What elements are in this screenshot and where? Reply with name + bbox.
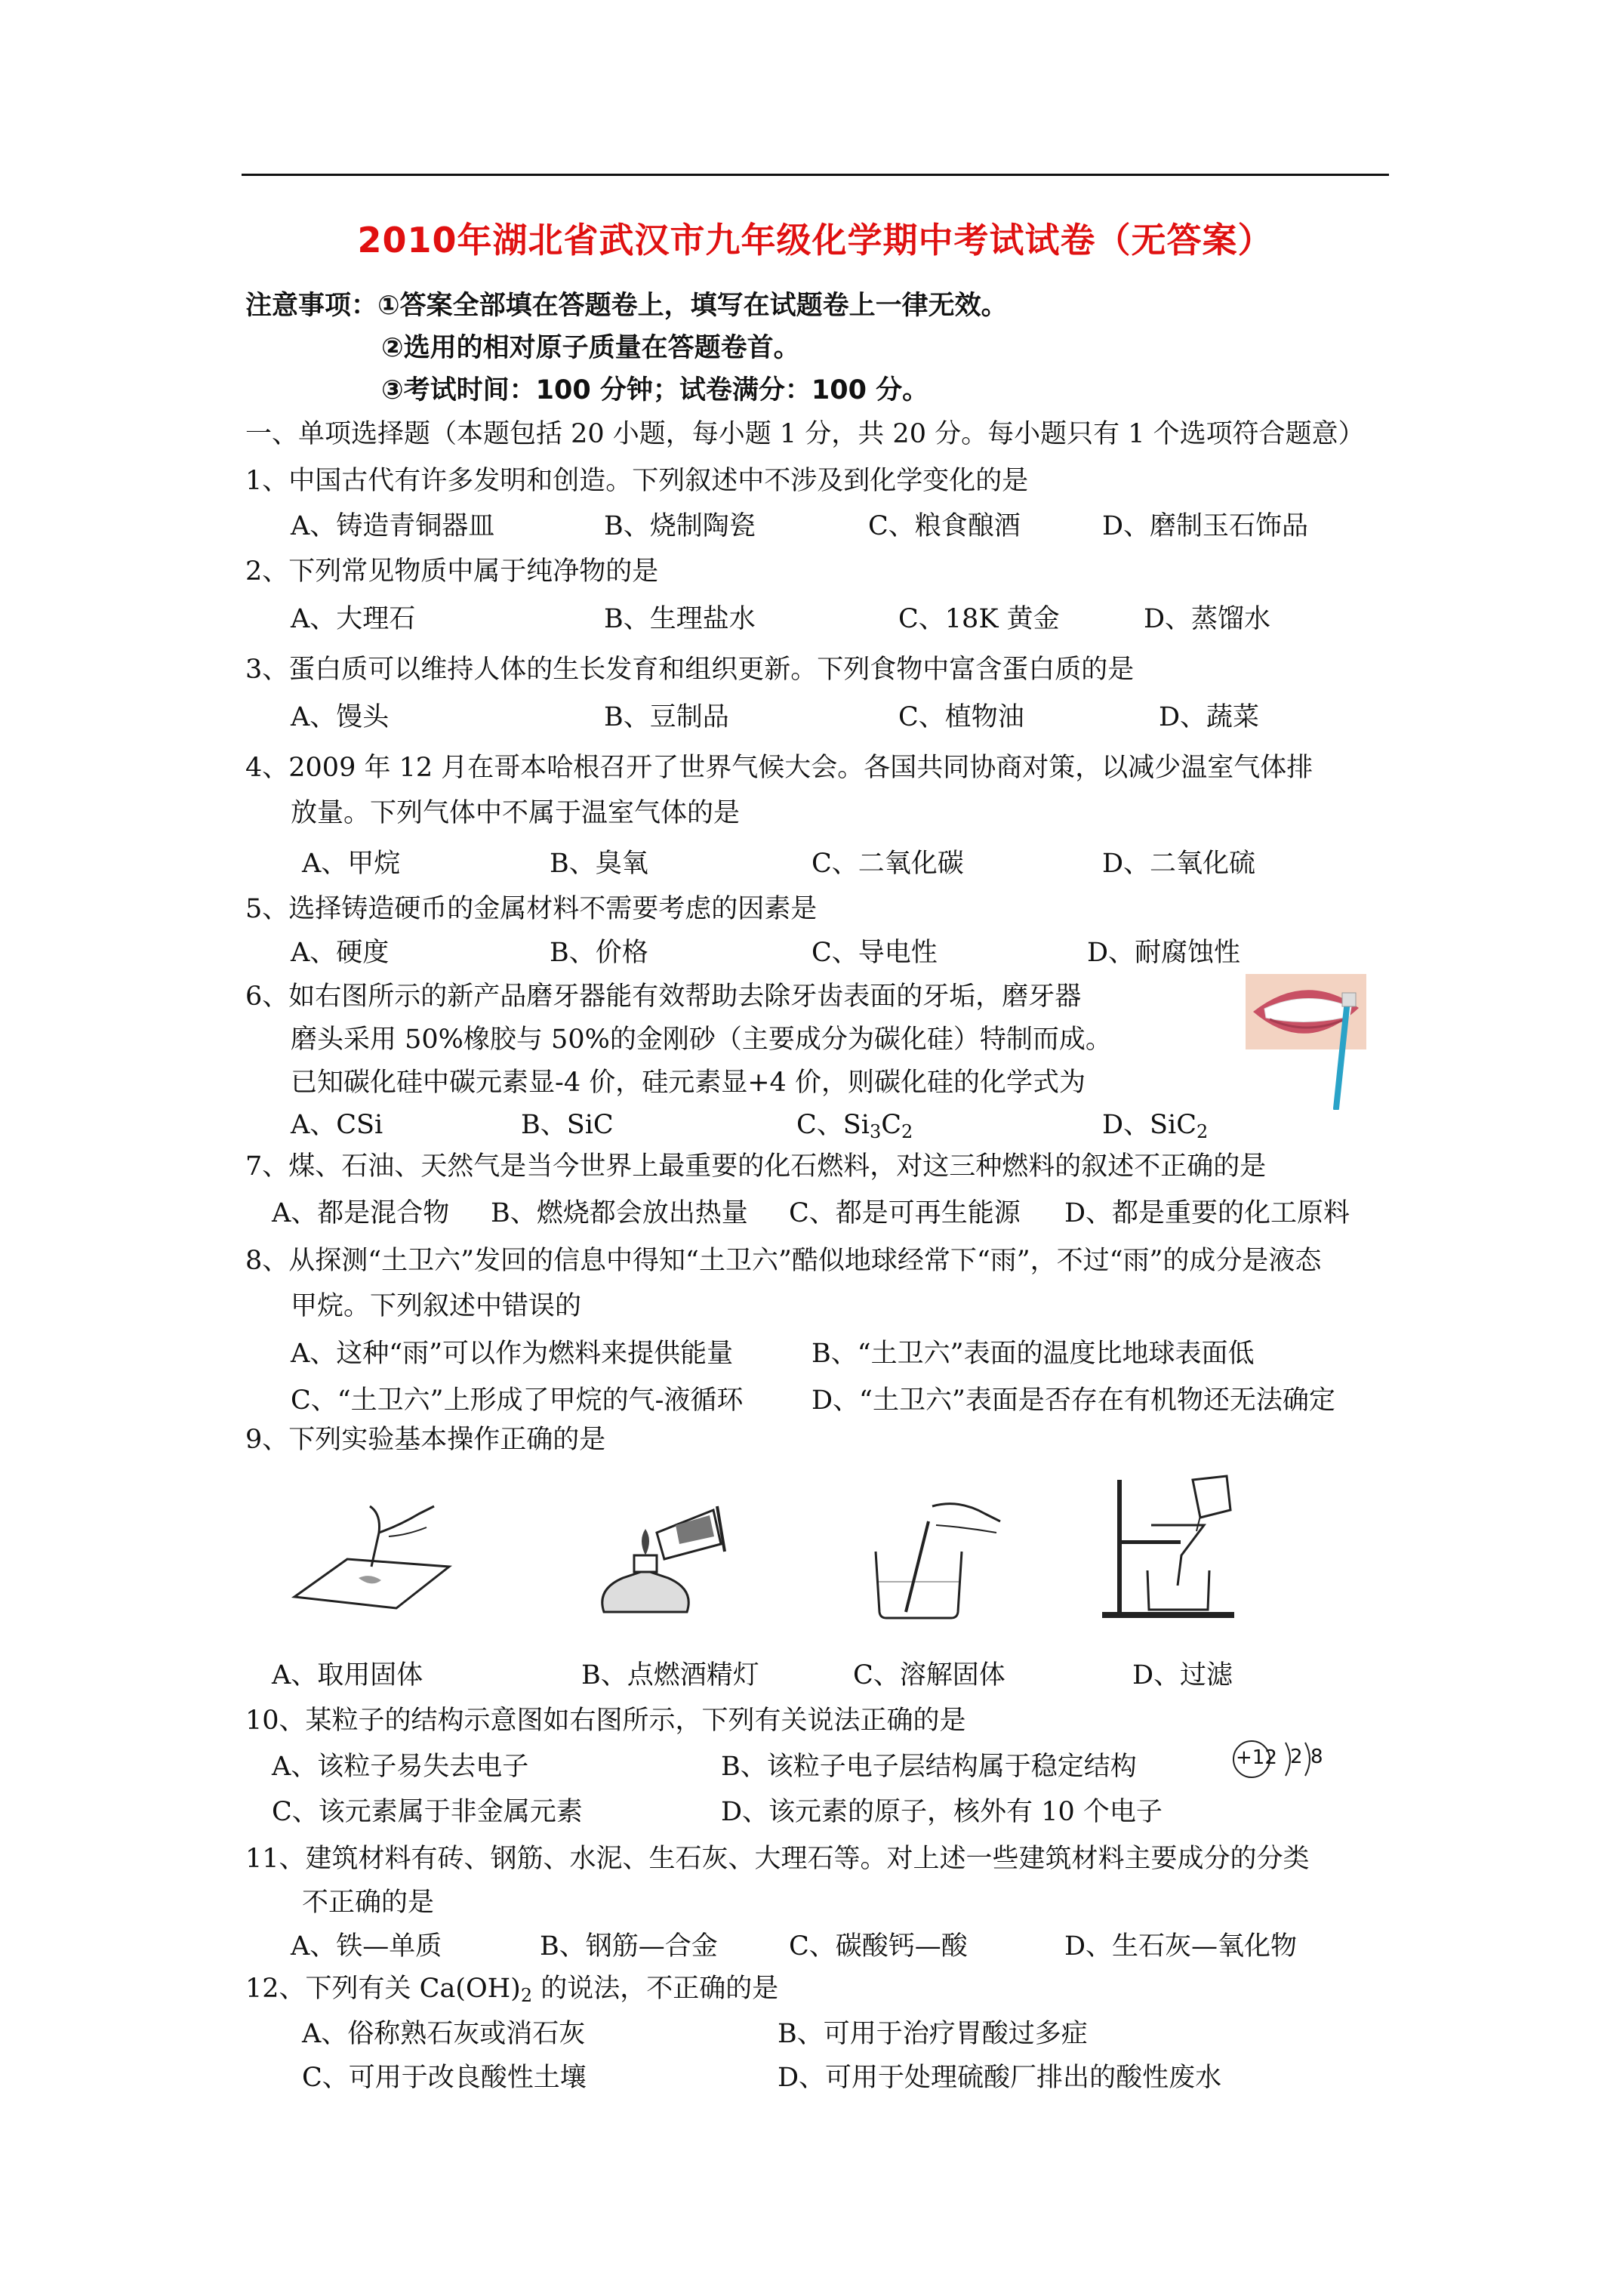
q10-option-b: B、该粒子电子层结构属于稳定结构 xyxy=(721,1752,1137,1782)
notes xyxy=(245,289,1008,322)
q6-stem-3: 已知碳化硅中碳元素显-4 价，硅元素显+4 价，则碳化硅的化学式为 xyxy=(291,1068,1086,1098)
q3-option-c: C、植物油 xyxy=(898,702,1024,732)
q11-option-a: A、铁—单质 xyxy=(291,1931,442,1962)
q2-option-c: C、18K 黄金 xyxy=(898,604,1060,634)
q6-option-c: C、$Si_3C_2$ xyxy=(796,1110,913,1142)
q4-option-a: A、甲烷 xyxy=(302,849,401,879)
q3-option-d: D、蔬菜 xyxy=(1159,702,1260,732)
q1-option-c: C、粮食酿酒 xyxy=(868,511,1021,541)
q3-stem: 3、蛋白质可以维持人体的生长发育和组织更新。下列食物中富含蛋白质的是 xyxy=(245,655,1135,685)
nucleus-charge: +12 xyxy=(1236,1746,1277,1769)
page-title: 2010年湖北省武汉市九年级化学期中考试试卷（无答案） xyxy=(357,220,1273,260)
q4-option-d: D、二氧化硫 xyxy=(1102,849,1256,879)
q4-stem-2: 放量。下列气体中不属于温室气体的是 xyxy=(291,798,741,828)
q4-stem-1: 4、2009 年 12 月在哥本哈根召开了世界气候大会。各国共同协商对策，以减少温室气体排 xyxy=(245,753,1313,783)
teeth-grinder-image xyxy=(1246,974,1366,1110)
q10-option-c: C、该元素属于非金属元素 xyxy=(272,1797,583,1827)
q9-option-b: B、点燃酒精灯 xyxy=(581,1660,759,1690)
q8-option-a: A、这种“雨”可以作为燃料来提供能量 xyxy=(291,1339,734,1369)
note-1: ①答案全部填在答题卷上，填写在试题卷上一律无效。 xyxy=(377,291,1008,321)
q9-stem: 9、下列实验基本操作正确的是 xyxy=(245,1425,606,1455)
q2-option-b: B、生理盐水 xyxy=(604,604,756,634)
filtration-figure xyxy=(1095,1472,1246,1623)
q10-stem: 10、某粒子的结构示意图如右图所示，下列有关说法正确的是 xyxy=(245,1706,966,1736)
q1-option-a: A、铸造青铜器皿 xyxy=(291,511,495,541)
q9-option-a: A、取用固体 xyxy=(272,1660,423,1690)
q5-option-c: C、导电性 xyxy=(812,938,938,968)
q11-option-d: D、生石灰—氧化物 xyxy=(1064,1931,1298,1962)
q4-option-c: C、二氧化碳 xyxy=(812,849,964,879)
q8-stem-1: 8、从探测“土卫六”发回的信息中得知“土卫六”酷似地球经常下“雨”，不过“雨”的成分是液态 xyxy=(245,1246,1322,1276)
section-heading: 一、单项选择题（本题包括 20 小题，每小题 1 分，共 20 分。每小题只有 1 个选项符合题意） xyxy=(245,419,1365,449)
shell-2-electrons: 8 xyxy=(1310,1746,1323,1768)
q8-option-c: C、“土卫六”上形成了甲烷的气-液循环 xyxy=(291,1385,744,1416)
q12-stem: 12、下列有关 $Ca(OH)_2$ 的说法，不正确的是 xyxy=(245,1974,779,2006)
q6-stem-2: 磨头采用 50%橡胶与 50%的金刚砂（主要成分为碳化硅）特制而成。 xyxy=(291,1025,1112,1055)
q8-stem-2: 甲烷。下列叙述中错误的 xyxy=(291,1291,582,1321)
notes-label: 注意事项： xyxy=(245,291,378,321)
q2-option-a: A、大理石 xyxy=(291,604,416,634)
q7-option-c: C、都是可再生能源 xyxy=(789,1198,1021,1228)
q1-option-d: D、磨制玉石饰品 xyxy=(1102,511,1309,541)
q11-stem-2: 不正确的是 xyxy=(302,1888,435,1918)
q12-option-b: B、可用于治疗胃酸过多症 xyxy=(778,2019,1088,2049)
q8-option-b: B、“土卫六”表面的温度比地球表面低 xyxy=(812,1339,1255,1369)
q12-option-d: D、可用于处理硫酸厂排出的酸性废水 xyxy=(778,2063,1222,2093)
shell-1-electrons: 2 xyxy=(1290,1746,1303,1768)
q3-option-b: B、豆制品 xyxy=(604,702,729,732)
q2-stem: 2、下列常见物质中属于纯净物的是 xyxy=(245,556,659,587)
q11-stem-1: 11、建筑材料有砖、钢筋、水泥、生石灰、大理石等。对上述一些建筑材料主要成分的分类 xyxy=(245,1844,1310,1874)
q12-option-c: C、可用于改良酸性土壤 xyxy=(302,2063,587,2093)
q11-option-b: B、钢筋—合金 xyxy=(540,1931,718,1962)
light-alcohol-lamp-figure xyxy=(581,1491,732,1623)
q6-stem-1: 6、如右图所示的新产品磨牙器能有效帮助去除牙齿表面的牙垢，磨牙器 xyxy=(245,982,1082,1012)
q7-option-b: B、燃烧都会放出热量 xyxy=(491,1198,748,1228)
q6-option-d: D、SiC$_2$ xyxy=(1102,1110,1209,1142)
dissolve-solid-figure xyxy=(861,1491,1012,1623)
q3-option-a: A、馒头 xyxy=(291,702,390,732)
atom-structure-diagram xyxy=(1227,1737,1329,1782)
q9-option-c: C、溶解固体 xyxy=(853,1660,1006,1690)
q7-option-a: A、都是混合物 xyxy=(272,1198,450,1228)
q5-option-b: B、价格 xyxy=(550,938,648,968)
q5-stem: 5、选择铸造硬币的金属材料不需要考虑的因素是 xyxy=(245,894,818,924)
q10-option-a: A、该粒子易失去电子 xyxy=(272,1752,529,1782)
q1-option-b: B、烧制陶瓷 xyxy=(604,511,756,541)
top-rule xyxy=(242,174,1389,176)
q5-option-d: D、耐腐蚀性 xyxy=(1087,938,1241,968)
q6-option-a: A、CSi xyxy=(291,1110,383,1140)
q12-option-a: A、俗称熟石灰或消石灰 xyxy=(302,2019,586,2049)
q6-option-b: B、SiC xyxy=(521,1110,614,1140)
q1-stem: 1、中国古代有许多发明和创造。下列叙述中不涉及到化学变化的是 xyxy=(245,466,1029,496)
q4-option-b: B、臭氧 xyxy=(550,849,648,879)
q7-option-d: D、都是重要的化工原料 xyxy=(1064,1198,1350,1228)
q2-option-d: D、蒸馏水 xyxy=(1144,604,1271,634)
q11-option-c: C、碳酸钙—酸 xyxy=(789,1931,968,1962)
q9-option-d: D、过滤 xyxy=(1132,1660,1233,1690)
take-solid-figure xyxy=(287,1491,453,1623)
note-2: ②选用的相对原子质量在答题卷首。 xyxy=(381,333,800,363)
q7-stem: 7、煤、石油、天然气是当今世界上最重要的化石燃料，对这三种燃料的叙述不正确的是 xyxy=(245,1151,1267,1182)
q5-option-a: A、硬度 xyxy=(291,938,390,968)
note-3: ③考试时间：100 分钟；试卷满分：100 分。 xyxy=(381,375,929,405)
q10-option-d: D、该元素的原子，核外有 10 个电子 xyxy=(721,1797,1163,1827)
q8-option-d: D、“土卫六”表面是否存在有机物还无法确定 xyxy=(812,1385,1335,1416)
